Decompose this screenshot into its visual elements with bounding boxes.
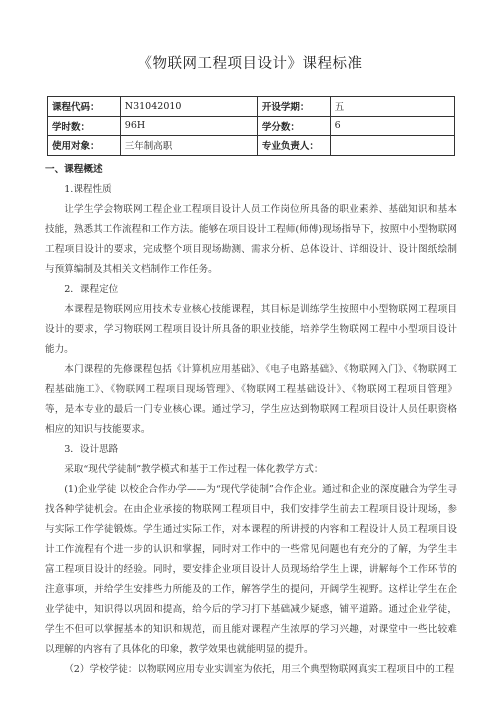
lead-label: 专业负责人： [257,136,330,156]
paragraph-position-1: 本课程是物联网应用技术专业核心技能课程，其目标是训练学生按照中小型物联网工程项目设计的要求，学习物联网工程项目设计所具备的职业技能，培养学生物联网工程中小型项目设计能力。 [45,304,457,355]
subheading-position: 2．课程定位 [64,284,119,295]
credits-label: 学分数： [257,116,330,136]
target-label: 使用对象： [48,136,121,156]
section-body [45,180,457,680]
course-info-table [47,96,455,156]
info-row [48,116,455,136]
course-code-label: 课程代码： [48,97,121,117]
info-row [48,136,455,156]
paragraph-design-1: 采取“现代学徒制”教学模式和基于工作过程一体化教学方式： [64,464,324,475]
semester-label: 开设学期： [257,97,330,117]
hours-value: 96H [120,116,257,136]
hours-label: 学时数： [48,116,121,136]
paragraph-design-2: (1)企业学徒 以校企合作办学——为“现代学徒制”合作企业。通过和企业的深度融合为学生寻找各种学徒机会。在由企业承接的物联网工程项目中，我们安排学生前去工程项目设计现场，参与实际工作学徒锻炼。学生通过实际工作，对本课程的所讲授的内容和工程设计人员工程项目设计工作流程有个进一步的认识和掌握，同时对工作中的一些常见问题也有充分的了解，为学生丰富工程项目设计的经验。同时，要安排企业项目设计人员现场给学生上课，讲解每个工作环节的注意事项，并给学生安排些力所能及的工作，解答学生的提问，开阔学生视野。这样让学生在企业学徒中，知识得以巩固和提高，给今后的学习打下基础减少疑惑，铺平道路。通过企业学徒，学生不但可以掌握基本的知识和规范，而且能对课程产生浓厚的学习兴趣，对课堂中一些比较难以理解的内容有了具体化的印象，教学效果也就能明显的提升。 [45,484,457,655]
course-code-value: N31042010 [120,97,257,117]
subheading-nature: 1.课程性质 [64,184,112,195]
paragraph-nature: 让学生学会物联网工程企业工程项目设计人员工作岗位所具备的职业素养、基础知识和基本技能，熟悉其工作流程和工作方法。能够在项目设计工程师(师傅)现场指导下，按照中小型物联网工程项目设计的要求，完成整个项目现场勘测、需求分析、总体设计、详细设计、设计图纸绘制与预算编制及其相关文档制作工作任务。 [45,204,457,275]
paragraph-design-3: （2）学校学徒：以物联网应用专业实训室为依托，用三个典型物联网真实工程项目中的工程 [64,664,455,675]
credits-value: 6 [330,116,454,136]
target-value: 三年制高职 [120,136,257,156]
section-heading-overview: 一、课程概述 [45,164,103,175]
paragraph-position-2: 本门课程的先修课程包括《计算机应用基础》、《电子电路基础》、《物联网入门》、《物联网工程基础施工》、《物联网工程项目现场管理》、《物联网工程基础设计》、《物联网工程项目管理》等，是本专业的最后一门专业核心课。通过学习，学生应达到物联网工程项目设计人员任职资格相应的知识与技能要求。 [45,364,457,435]
document-title: 《物联网工程项目设计》课程标准 [137,56,363,72]
subheading-design: 3．设计思路 [64,444,119,455]
semester-value: 五 [330,97,454,117]
lead-value [330,136,454,156]
info-row [48,97,455,117]
